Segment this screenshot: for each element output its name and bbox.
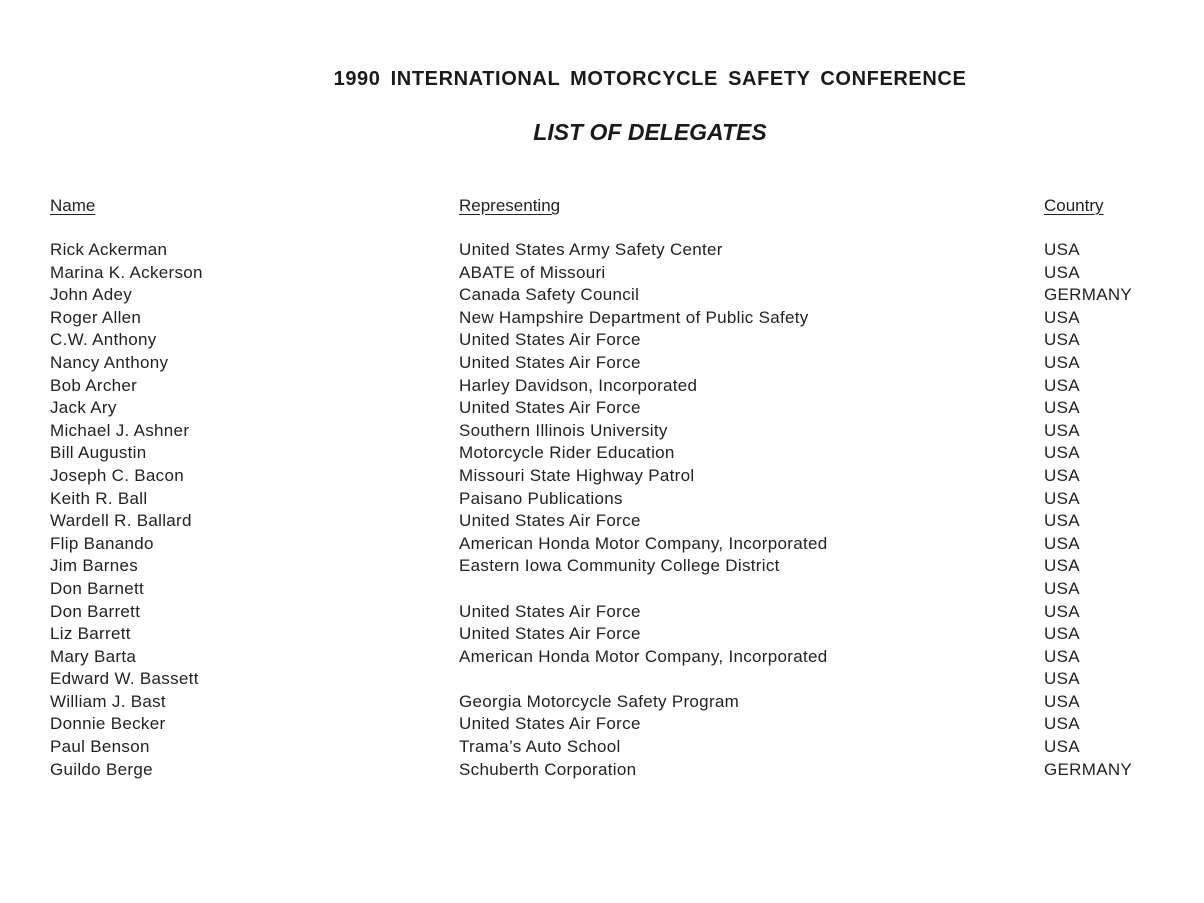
delegate-country: USA bbox=[1044, 669, 1080, 689]
delegate-country: USA bbox=[1044, 488, 1080, 508]
delegate-country: USA bbox=[1044, 398, 1080, 418]
delegate-country: USA bbox=[1044, 375, 1080, 395]
delegate-representing: Canada Safety Council bbox=[459, 285, 640, 305]
delegate-name: Mary Barta bbox=[50, 646, 137, 666]
delegate-name: Keith R. Ball bbox=[50, 488, 148, 508]
delegate-row bbox=[0, 466, 1204, 489]
delegate-row bbox=[0, 556, 1204, 579]
delegate-country: USA bbox=[1044, 737, 1080, 757]
delegate-representing: United States Army Safety Center bbox=[459, 240, 723, 259]
delegate-representing: United States Air Force bbox=[459, 352, 641, 372]
delegate-country: USA bbox=[1044, 352, 1080, 372]
delegate-row bbox=[0, 737, 1204, 760]
delegate-country: USA bbox=[1044, 714, 1080, 734]
document-subtitle: LIST OF DELEGATES bbox=[533, 119, 767, 145]
delegate-representing: New Hampshire Department of Public Safety bbox=[459, 307, 809, 327]
delegate-country: USA bbox=[1044, 330, 1080, 350]
delegate-representing: United States Air Force bbox=[459, 601, 641, 621]
delegate-row bbox=[0, 669, 1204, 692]
delegate-name: Don Barrett bbox=[50, 601, 141, 621]
delegate-row bbox=[0, 398, 1204, 421]
delegate-row bbox=[0, 443, 1204, 466]
delegate-name: Nancy Anthony bbox=[50, 352, 169, 372]
delegate-representing: Harley Davidson, Incorporated bbox=[459, 375, 698, 395]
delegate-name: Marina K. Ackerson bbox=[50, 262, 203, 282]
delegate-name: Paul Benson bbox=[50, 737, 150, 757]
delegate-representing: Motorcycle Rider Education bbox=[459, 443, 675, 463]
delegate-name: Michael J. Ashner bbox=[50, 420, 190, 440]
delegate-row bbox=[0, 285, 1204, 308]
delegate-name: Don Barnett bbox=[50, 578, 145, 598]
delegate-country: USA bbox=[1044, 578, 1080, 598]
delegate-name: Rick Ackerman bbox=[50, 240, 168, 259]
delegate-representing: Paisano Publications bbox=[459, 488, 623, 508]
delegate-country: USA bbox=[1044, 262, 1080, 282]
column-header-representing: Representing bbox=[459, 196, 561, 215]
delegate-representing: United States Air Force bbox=[459, 511, 641, 531]
delegate-name: Donnie Becker bbox=[50, 714, 166, 734]
delegate-country: USA bbox=[1044, 533, 1080, 553]
delegate-country: USA bbox=[1044, 420, 1080, 440]
delegate-list bbox=[0, 240, 1204, 782]
delegate-row bbox=[0, 534, 1204, 557]
delegate-name: Guildo Berge bbox=[50, 759, 153, 779]
delegate-row bbox=[0, 624, 1204, 647]
delegate-representing: United States Air Force bbox=[459, 624, 641, 644]
delegate-country: USA bbox=[1044, 307, 1080, 327]
column-header-country: Country bbox=[1044, 196, 1104, 215]
delegate-representing: Georgia Motorcycle Safety Program bbox=[459, 691, 740, 711]
delegate-representing: United States Air Force bbox=[459, 714, 641, 734]
delegate-representing: ABATE of Missouri bbox=[459, 262, 606, 282]
delegate-country: USA bbox=[1044, 556, 1080, 576]
delegate-country: USA bbox=[1044, 691, 1080, 711]
delegate-name: John Adey bbox=[50, 285, 133, 305]
delegate-row bbox=[0, 602, 1204, 625]
delegate-representing: United States Air Force bbox=[459, 330, 641, 350]
delegate-country: USA bbox=[1044, 601, 1080, 621]
delegate-name: Bill Augustin bbox=[50, 443, 147, 463]
column-header-name: Name bbox=[50, 196, 96, 215]
delegate-country: GERMANY bbox=[1044, 759, 1133, 779]
delegate-row bbox=[0, 421, 1204, 444]
delegate-name: Jack Ary bbox=[50, 398, 117, 418]
delegate-row bbox=[0, 308, 1204, 331]
delegate-representing: United States Air Force bbox=[459, 398, 641, 418]
delegate-row bbox=[0, 240, 1204, 263]
delegate-country: USA bbox=[1044, 511, 1080, 531]
delegate-name: William J. Bast bbox=[50, 691, 166, 711]
delegate-country: GERMANY bbox=[1044, 285, 1133, 305]
delegate-name: Wardell R. Ballard bbox=[50, 511, 192, 531]
delegate-row bbox=[0, 376, 1204, 399]
delegate-row bbox=[0, 489, 1204, 512]
delegate-row bbox=[0, 579, 1204, 602]
delegate-representing: Eastern Iowa Community College District bbox=[459, 556, 780, 576]
delegate-row bbox=[0, 511, 1204, 534]
delegate-name: Roger Allen bbox=[50, 307, 142, 327]
delegate-row bbox=[0, 692, 1204, 715]
delegate-representing: American Honda Motor Company, Incorporated bbox=[459, 646, 828, 666]
delegate-country: USA bbox=[1044, 646, 1080, 666]
delegate-name: Bob Archer bbox=[50, 375, 138, 395]
delegate-country: USA bbox=[1044, 240, 1080, 259]
delegate-name: Liz Barrett bbox=[50, 624, 131, 644]
document-title: 1990 INTERNATIONAL MOTORCYCLE SAFETY CONFERENCE bbox=[333, 68, 967, 90]
delegate-representing: American Honda Motor Company, Incorporated bbox=[459, 533, 828, 553]
delegate-representing: Southern Illinois University bbox=[459, 420, 668, 440]
delegate-country: USA bbox=[1044, 465, 1080, 485]
delegate-row bbox=[0, 263, 1204, 286]
delegate-name: Jim Barnes bbox=[50, 556, 139, 576]
delegate-row bbox=[0, 353, 1204, 376]
delegate-name: C.W. Anthony bbox=[50, 330, 157, 350]
delegate-row bbox=[0, 330, 1204, 353]
delegate-row bbox=[0, 760, 1204, 783]
delegate-country: USA bbox=[1044, 443, 1080, 463]
delegate-country: USA bbox=[1044, 624, 1080, 644]
delegate-representing: Trama’s Auto School bbox=[459, 737, 621, 757]
delegate-name: Flip Banando bbox=[50, 533, 154, 553]
delegate-name: Joseph C. Bacon bbox=[50, 465, 184, 485]
delegate-row bbox=[0, 714, 1204, 737]
delegate-representing: Missouri State Highway Patrol bbox=[459, 465, 695, 485]
delegate-name: Edward W. Bassett bbox=[50, 669, 199, 689]
delegate-row bbox=[0, 647, 1204, 670]
delegate-representing: Schuberth Corporation bbox=[459, 759, 637, 779]
